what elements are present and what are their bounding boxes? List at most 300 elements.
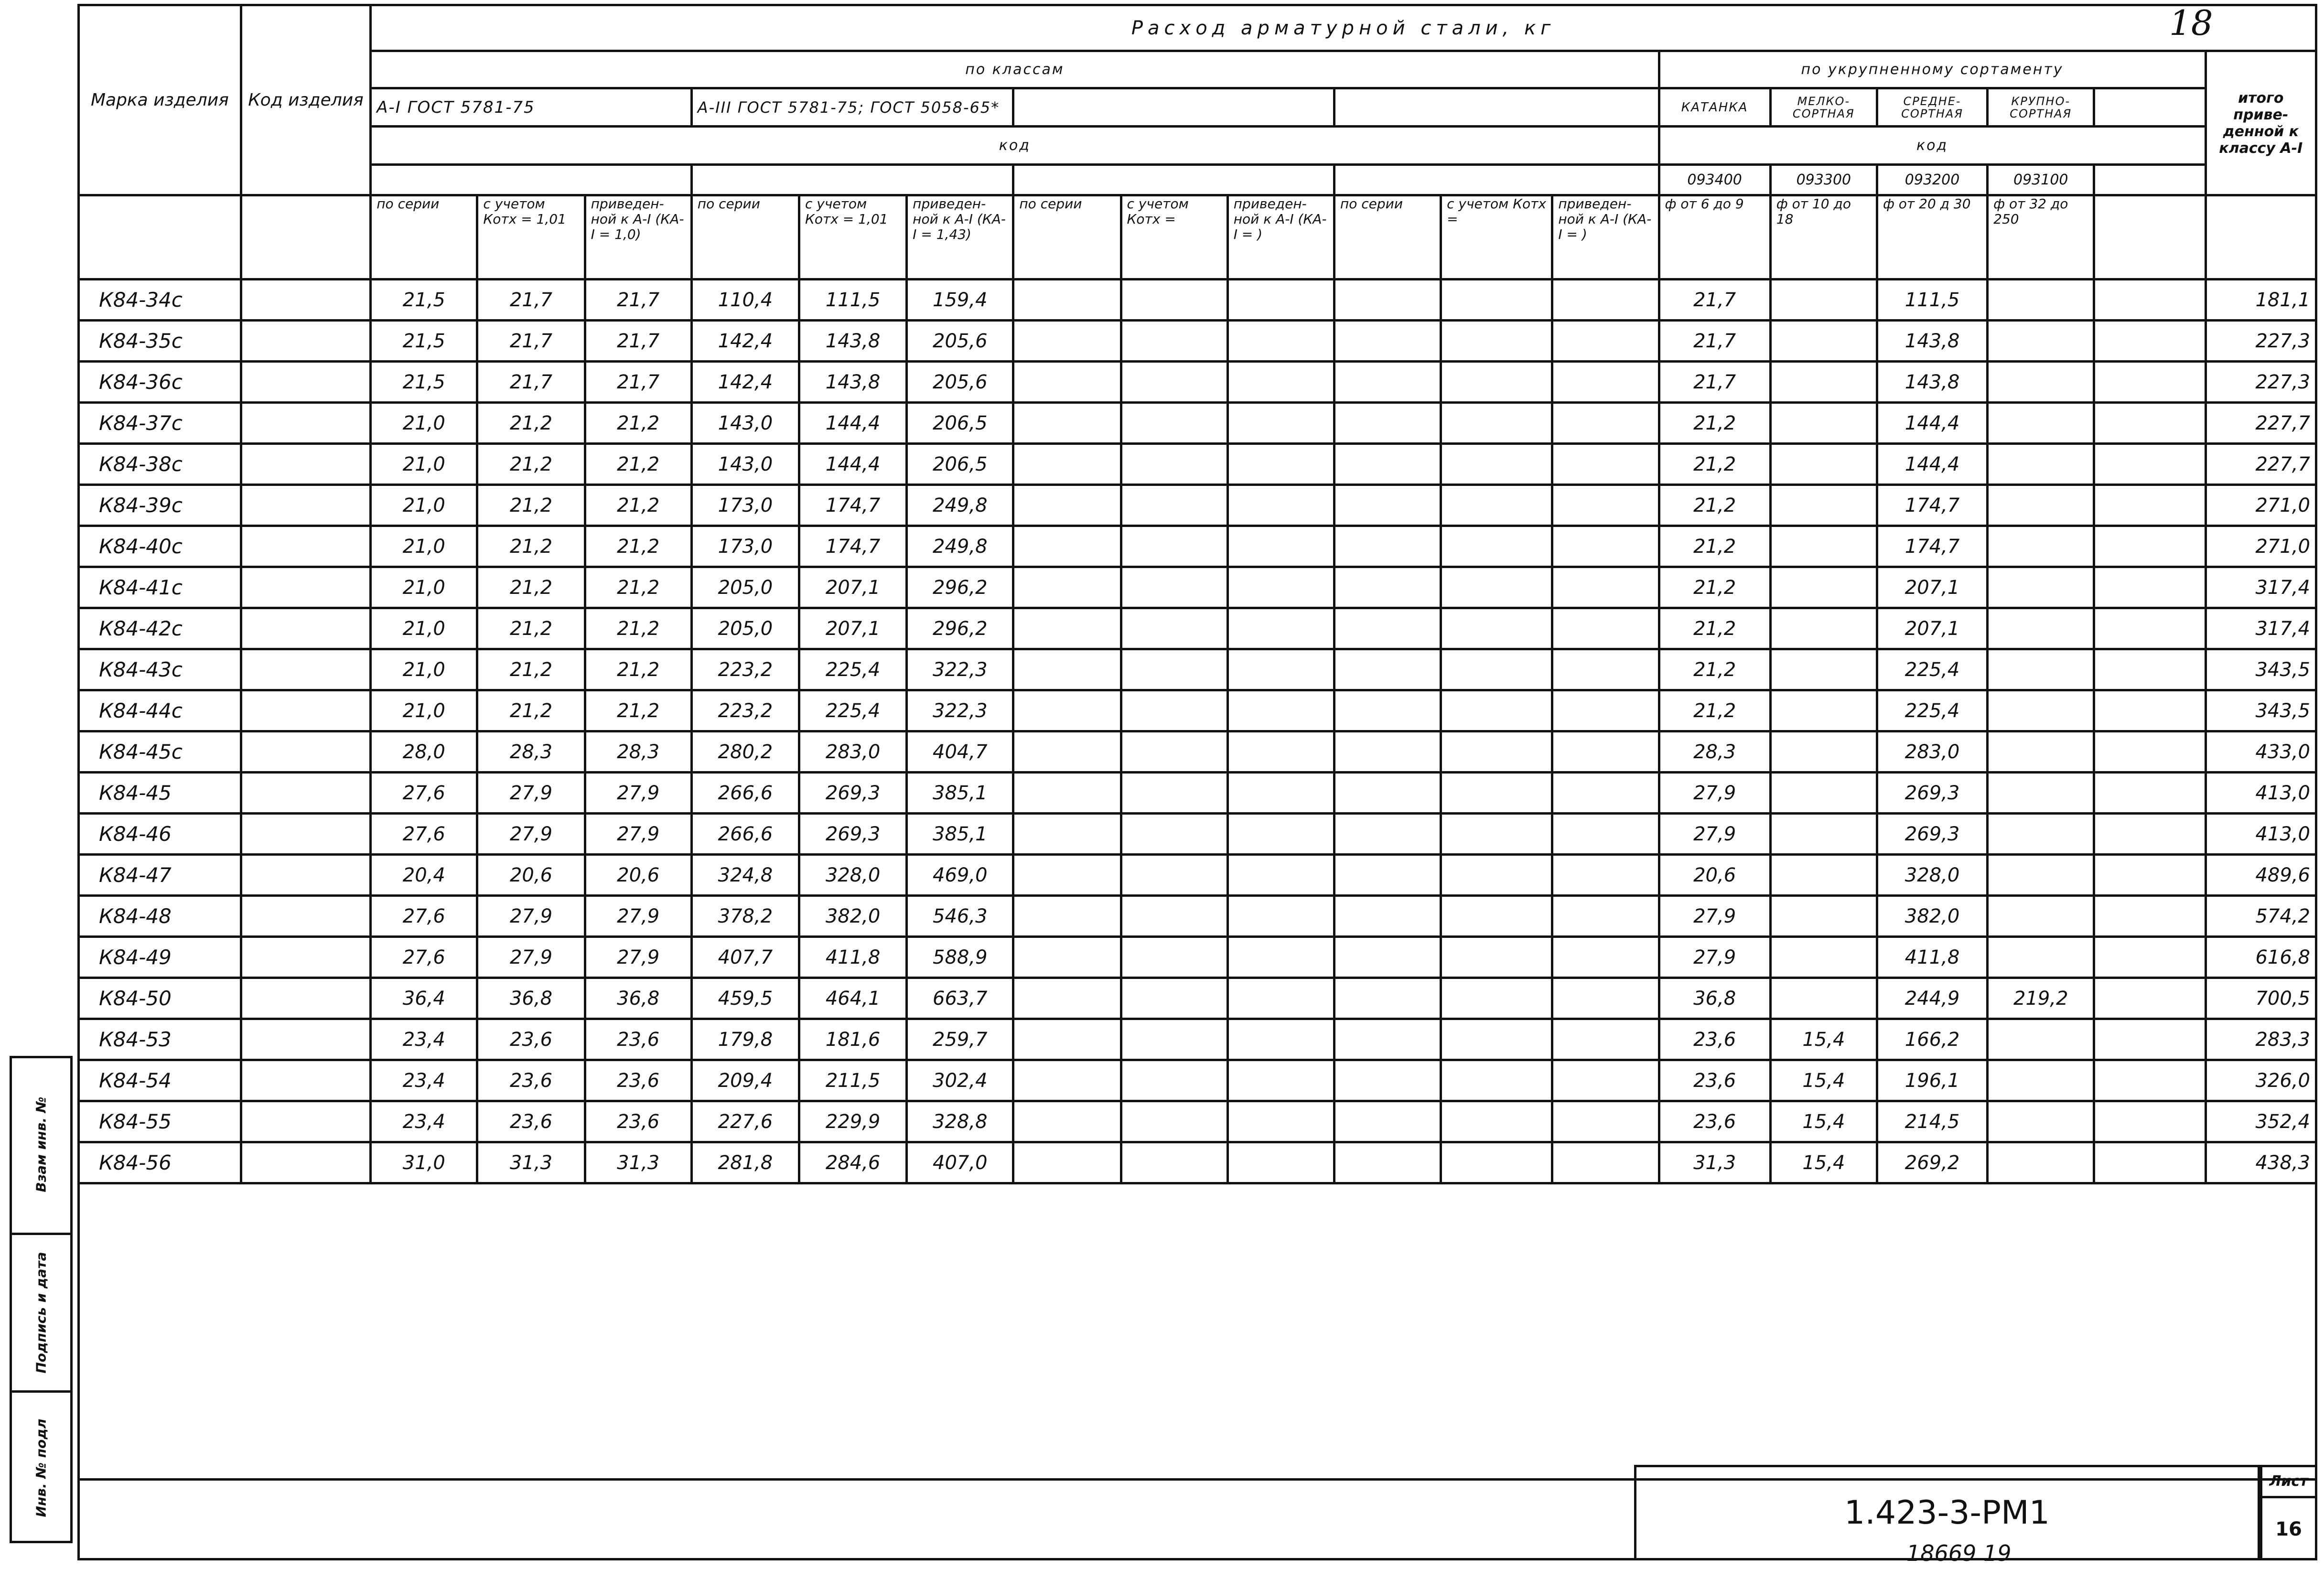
cell-empty <box>1121 526 1227 567</box>
cell-a3_p: 322,3 <box>907 690 1013 731</box>
table-row <box>79 896 2316 937</box>
cell-mark: К84-40с <box>79 526 241 567</box>
header-kod-empty-2 <box>1334 165 1659 195</box>
sub-phi-katanka: ф от 6 до 9 <box>1659 195 1770 279</box>
cell-empty <box>1552 567 1659 608</box>
cell-empty <box>1334 814 1441 855</box>
cell-sre: 225,4 <box>1877 690 1987 731</box>
cell-kat: 23,6 <box>1659 1060 1770 1101</box>
cell-empty <box>1334 444 1441 485</box>
cell-a3_s: 223,2 <box>691 690 799 731</box>
cell-a1_k: 21,2 <box>477 444 585 485</box>
cell-empty <box>1013 978 1121 1019</box>
cell-empty <box>1552 937 1659 978</box>
code-melko: 093300 <box>1770 165 1877 195</box>
cell-empty <box>1121 731 1227 773</box>
cell-mel <box>1770 978 1877 1019</box>
header-kod-a3 <box>691 165 1013 195</box>
cell-a1_p: 21,2 <box>585 444 691 485</box>
header-consumption-title: Расход арматурной стали, кг <box>371 5 2316 51</box>
cell-empty <box>1441 444 1552 485</box>
sub-c4-po-serii: по серии <box>1334 195 1441 279</box>
cell-empty <box>1013 731 1121 773</box>
cell-empty <box>1121 649 1227 690</box>
cell-empty <box>1552 731 1659 773</box>
cell-empty <box>241 403 370 444</box>
cell-a1_k: 21,2 <box>477 526 585 567</box>
cell-empty <box>1441 896 1552 937</box>
cell-a1_p: 20,6 <box>585 855 691 896</box>
cell-mark: К84-53 <box>79 1019 241 1060</box>
cell-empty <box>1552 1060 1659 1101</box>
cell-a1_s: 21,5 <box>371 362 477 403</box>
cell-a3_k: 207,1 <box>799 608 906 649</box>
cell-empty <box>241 362 370 403</box>
cell-empty <box>1121 896 1227 937</box>
cell-a3_k: 225,4 <box>799 690 906 731</box>
cell-a1_s: 21,0 <box>371 526 477 567</box>
cell-tot: 616,8 <box>2206 937 2316 978</box>
cell-a3_p: 469,0 <box>907 855 1013 896</box>
cell-empty <box>1552 485 1659 526</box>
cell-empty <box>1441 1060 1552 1101</box>
cell-empty <box>1121 608 1227 649</box>
cell-kat: 21,7 <box>1659 362 1770 403</box>
cell-empty <box>1227 526 1334 567</box>
cell-empty <box>1013 444 1121 485</box>
cell-empty <box>1334 649 1441 690</box>
cell-kru <box>1988 1142 2094 1183</box>
cell-empty <box>241 526 370 567</box>
cell-kru <box>1988 403 2094 444</box>
cell-a1_p: 21,7 <box>585 362 691 403</box>
cell-empty <box>1227 321 1334 362</box>
table-row <box>79 937 2316 978</box>
cell-a1_s: 21,0 <box>371 485 477 526</box>
cell-empty <box>1013 1060 1121 1101</box>
cell-a3_p: 206,5 <box>907 444 1013 485</box>
page-number: 18 <box>2169 3 2213 43</box>
cell-mel <box>1770 321 1877 362</box>
code-katanka: 093400 <box>1659 165 1770 195</box>
cell-sre: 144,4 <box>1877 403 1987 444</box>
cell-tot: 227,3 <box>2206 362 2316 403</box>
table-row <box>79 403 2316 444</box>
cell-mark: К84-42с <box>79 608 241 649</box>
cell-tot: 343,5 <box>2206 649 2316 690</box>
cell-empty <box>2094 1060 2206 1101</box>
cell-mark: К84-47 <box>79 855 241 896</box>
cell-empty <box>241 608 370 649</box>
cell-mel <box>1770 526 1877 567</box>
cell-empty <box>1441 567 1552 608</box>
cell-mark: К84-46 <box>79 814 241 855</box>
cell-mark: К84-45 <box>79 773 241 814</box>
cell-tot: 700,5 <box>2206 978 2316 1019</box>
cell-a3_p: 206,5 <box>907 403 1013 444</box>
cell-empty <box>1013 1101 1121 1142</box>
cell-empty <box>1121 444 1227 485</box>
cell-empty <box>1013 362 1121 403</box>
cell-empty <box>1334 731 1441 773</box>
cell-empty <box>1441 978 1552 1019</box>
cell-empty <box>1441 321 1552 362</box>
cell-mel <box>1770 403 1877 444</box>
cell-kat: 36,8 <box>1659 978 1770 1019</box>
table-row <box>79 608 2316 649</box>
cell-a1_p: 27,9 <box>585 814 691 855</box>
cell-empty <box>1334 1060 1441 1101</box>
cell-a1_k: 21,2 <box>477 567 585 608</box>
stamp-inv-label: Инв. № подл <box>33 1419 49 1517</box>
cell-a3_s: 143,0 <box>691 444 799 485</box>
header-katanka: КАТАНКА <box>1659 88 1770 127</box>
cell-a1_s: 36,4 <box>371 978 477 1019</box>
cell-a3_k: 144,4 <box>799 403 906 444</box>
cell-empty <box>1227 690 1334 731</box>
cell-a1_k: 27,9 <box>477 896 585 937</box>
cell-empty <box>2094 649 2206 690</box>
cell-empty <box>1441 279 1552 321</box>
cell-tot: 283,3 <box>2206 1019 2316 1060</box>
cell-empty <box>1552 690 1659 731</box>
cell-a3_k: 144,4 <box>799 444 906 485</box>
cell-empty <box>1334 855 1441 896</box>
header-sredne: СРЕДНЕ- СОРТНАЯ <box>1877 88 1987 127</box>
cell-a1_s: 21,0 <box>371 690 477 731</box>
cell-kru <box>1988 1019 2094 1060</box>
cell-empty <box>2094 1101 2206 1142</box>
cell-empty <box>1441 731 1552 773</box>
cell-a3_k: 181,6 <box>799 1019 906 1060</box>
sub-c3-privedennoy: приведен- ной к А-I (КА-I = ) <box>1227 195 1334 279</box>
cell-sre: 269,2 <box>1877 1142 1987 1183</box>
header-class-a3: А-III ГОСТ 5781-75; ГОСТ 5058-65* <box>691 88 1013 127</box>
cell-a1_k: 21,7 <box>477 362 585 403</box>
cell-empty <box>1121 1019 1227 1060</box>
table-row <box>79 321 2316 362</box>
cell-empty <box>1227 279 1334 321</box>
cell-kat: 21,7 <box>1659 321 1770 362</box>
cell-empty <box>1552 279 1659 321</box>
header-blank-mark <box>79 195 241 279</box>
header-kod-classes: код <box>371 127 1659 165</box>
cell-kru <box>1988 937 2094 978</box>
cell-kru <box>1988 1101 2094 1142</box>
cell-a1_k: 27,9 <box>477 937 585 978</box>
cell-mark: К84-54 <box>79 1060 241 1101</box>
cell-kat: 21,2 <box>1659 444 1770 485</box>
cell-empty <box>1552 773 1659 814</box>
cell-empty <box>1441 485 1552 526</box>
cell-tot: 433,0 <box>2206 731 2316 773</box>
cell-empty <box>1013 279 1121 321</box>
cell-a3_p: 322,3 <box>907 649 1013 690</box>
cell-empty <box>1441 526 1552 567</box>
sub-a1-privedennoy: приведен- ной к А-I (КА-I = 1,0) <box>585 195 691 279</box>
cell-empty <box>1441 1019 1552 1060</box>
sub-c4-s-uchetom: с учетом Котх = <box>1441 195 1552 279</box>
cell-tot: 438,3 <box>2206 1142 2316 1183</box>
cell-empty <box>1441 937 1552 978</box>
cell-mel: 15,4 <box>1770 1060 1877 1101</box>
cell-a1_s: 27,6 <box>371 814 477 855</box>
cell-empty <box>1552 1142 1659 1183</box>
cell-tot: 489,6 <box>2206 855 2316 896</box>
cell-a3_k: 143,8 <box>799 362 906 403</box>
cell-sre: 269,3 <box>1877 814 1987 855</box>
cell-empty <box>1441 1142 1552 1183</box>
header-melko: МЕЛКО- СОРТНАЯ <box>1770 88 1877 127</box>
cell-empty <box>2094 978 2206 1019</box>
cell-empty <box>1334 1142 1441 1183</box>
cell-a3_p: 385,1 <box>907 814 1013 855</box>
cell-a3_k: 229,9 <box>799 1101 906 1142</box>
cell-sre: 207,1 <box>1877 608 1987 649</box>
cell-a1_s: 31,0 <box>371 1142 477 1183</box>
rebar-consumption-table <box>77 4 2317 1481</box>
cell-mark: К84-55 <box>79 1101 241 1142</box>
cell-empty <box>1121 937 1227 978</box>
cell-empty <box>1013 773 1121 814</box>
cell-sre: 143,8 <box>1877 321 1987 362</box>
table-row <box>79 649 2316 690</box>
table-row <box>79 362 2316 403</box>
cell-empty <box>1334 279 1441 321</box>
cell-a1_s: 21,0 <box>371 567 477 608</box>
table-row <box>79 731 2316 773</box>
cell-kat: 27,9 <box>1659 896 1770 937</box>
cell-kat: 28,3 <box>1659 731 1770 773</box>
cell-mel <box>1770 444 1877 485</box>
cell-a1_p: 31,3 <box>585 1142 691 1183</box>
cell-kru <box>1988 321 2094 362</box>
cell-mel <box>1770 731 1877 773</box>
cell-tot: 271,0 <box>2206 485 2316 526</box>
cell-a3_s: 143,0 <box>691 403 799 444</box>
cell-kru <box>1988 608 2094 649</box>
cell-sre: 283,0 <box>1877 731 1987 773</box>
header-total: итого приве- денной к классу А-I <box>2206 51 2316 195</box>
cell-sre: 382,0 <box>1877 896 1987 937</box>
cell-empty <box>1227 978 1334 1019</box>
cell-sre: 144,4 <box>1877 444 1987 485</box>
cell-a1_k: 21,2 <box>477 485 585 526</box>
cell-mel <box>1770 814 1877 855</box>
cell-empty <box>2094 1019 2206 1060</box>
title-block-code: 1.423-3-РМ1 <box>1634 1465 2260 1560</box>
cell-empty <box>241 978 370 1019</box>
cell-a3_s: 205,0 <box>691 567 799 608</box>
cell-a1_k: 21,2 <box>477 608 585 649</box>
cell-a3_k: 174,7 <box>799 526 906 567</box>
cell-empty <box>1552 321 1659 362</box>
cell-empty <box>1334 362 1441 403</box>
sub-a3-privedennoy: приведен- ной к А-I (КА-I = 1,43) <box>907 195 1013 279</box>
cell-empty <box>1441 608 1552 649</box>
cell-a1_k: 27,9 <box>477 773 585 814</box>
header-kod-empty-1 <box>1013 165 1334 195</box>
cell-tot: 227,3 <box>2206 321 2316 362</box>
cell-mark: К84-45с <box>79 731 241 773</box>
cell-a1_k: 20,6 <box>477 855 585 896</box>
cell-empty <box>1013 814 1121 855</box>
cell-empty <box>1227 1060 1334 1101</box>
cell-tot: 271,0 <box>2206 526 2316 567</box>
blank-cell <box>79 1183 2316 1480</box>
cell-kru <box>1988 896 2094 937</box>
cell-mark: К84-38с <box>79 444 241 485</box>
cell-sre: 214,5 <box>1877 1101 1987 1142</box>
cell-tot: 574,2 <box>2206 896 2316 937</box>
header-class-a1: А-I ГОСТ 5781-75 <box>371 88 692 127</box>
cell-a3_s: 459,5 <box>691 978 799 1019</box>
cell-a3_s: 378,2 <box>691 896 799 937</box>
cell-a1_p: 21,2 <box>585 567 691 608</box>
cell-a1_p: 21,7 <box>585 321 691 362</box>
cell-empty <box>2094 403 2206 444</box>
sub-a3-s-uchetom: с учетом Котх = 1,01 <box>799 195 906 279</box>
cell-empty <box>1013 485 1121 526</box>
cell-kru: 219,2 <box>1988 978 2094 1019</box>
cell-a1_s: 21,0 <box>371 608 477 649</box>
cell-a3_s: 142,4 <box>691 321 799 362</box>
cell-empty <box>241 1142 370 1183</box>
cell-empty <box>2094 731 2206 773</box>
cell-mark: К84-44с <box>79 690 241 731</box>
cell-kat: 21,2 <box>1659 485 1770 526</box>
cell-kru <box>1988 690 2094 731</box>
cell-a1_p: 27,9 <box>585 773 691 814</box>
cell-a1_p: 23,6 <box>585 1019 691 1060</box>
cell-a1_s: 21,5 <box>371 321 477 362</box>
cell-a3_p: 407,0 <box>907 1142 1013 1183</box>
cell-a1_p: 21,2 <box>585 608 691 649</box>
cell-a1_k: 21,2 <box>477 403 585 444</box>
cell-empty <box>1121 690 1227 731</box>
cell-kru <box>1988 444 2094 485</box>
cell-kru <box>1988 279 2094 321</box>
header-code: Код изделия <box>241 5 370 195</box>
cell-empty <box>1334 567 1441 608</box>
header-class-empty-1 <box>1013 88 1334 127</box>
cell-a1_p: 23,6 <box>585 1060 691 1101</box>
sub-phi-melko: ф от 10 до 18 <box>1770 195 1877 279</box>
cell-a3_k: 211,5 <box>799 1060 906 1101</box>
cell-a3_s: 280,2 <box>691 731 799 773</box>
cell-empty <box>1227 855 1334 896</box>
cell-a3_k: 225,4 <box>799 649 906 690</box>
table-row <box>79 1019 2316 1060</box>
cell-empty <box>1441 649 1552 690</box>
cell-mark: К84-35с <box>79 321 241 362</box>
cell-empty <box>1441 690 1552 731</box>
cell-sre: 174,7 <box>1877 526 1987 567</box>
cell-empty <box>241 321 370 362</box>
cell-empty <box>1441 855 1552 896</box>
table-body <box>79 279 2316 1480</box>
cell-empty <box>1013 403 1121 444</box>
cell-a3_p: 404,7 <box>907 731 1013 773</box>
cell-a3_p: 205,6 <box>907 362 1013 403</box>
cell-mark: К84-34с <box>79 279 241 321</box>
cell-mark: К84-43с <box>79 649 241 690</box>
cell-a3_s: 142,4 <box>691 362 799 403</box>
cell-empty <box>1227 649 1334 690</box>
sub-phi-empty <box>2094 195 2206 279</box>
cell-a1_s: 28,0 <box>371 731 477 773</box>
cell-a3_s: 110,4 <box>691 279 799 321</box>
cell-a3_s: 266,6 <box>691 773 799 814</box>
table-row <box>79 814 2316 855</box>
cell-mel: 15,4 <box>1770 1142 1877 1183</box>
cell-empty <box>241 937 370 978</box>
cell-kru <box>1988 855 2094 896</box>
cell-mel <box>1770 279 1877 321</box>
cell-a3_s: 173,0 <box>691 526 799 567</box>
cell-a1_k: 21,7 <box>477 321 585 362</box>
cell-empty <box>1334 485 1441 526</box>
cell-empty <box>1334 1019 1441 1060</box>
cell-a1_p: 21,2 <box>585 403 691 444</box>
cell-empty <box>2094 567 2206 608</box>
cell-empty <box>1227 567 1334 608</box>
cell-tot: 317,4 <box>2206 608 2316 649</box>
cell-kat: 23,6 <box>1659 1019 1770 1060</box>
table-row <box>79 279 2316 321</box>
cell-empty <box>1334 321 1441 362</box>
table-row <box>79 526 2316 567</box>
cell-empty <box>241 773 370 814</box>
header-assort-empty <box>2094 88 2206 127</box>
cell-a1_p: 27,9 <box>585 896 691 937</box>
cell-empty <box>1334 690 1441 731</box>
code-krupno: 093100 <box>1988 165 2094 195</box>
cell-empty <box>1227 731 1334 773</box>
cell-a3_k: 283,0 <box>799 731 906 773</box>
cell-a3_s: 173,0 <box>691 485 799 526</box>
cell-kru <box>1988 485 2094 526</box>
cell-empty <box>241 1101 370 1142</box>
cell-sre: 111,5 <box>1877 279 1987 321</box>
cell-a1_p: 21,2 <box>585 690 691 731</box>
cell-empty <box>1227 608 1334 649</box>
cell-a3_p: 385,1 <box>907 773 1013 814</box>
cell-a1_k: 36,8 <box>477 978 585 1019</box>
cell-empty <box>1441 773 1552 814</box>
cell-empty <box>1227 814 1334 855</box>
cell-empty <box>1013 608 1121 649</box>
side-stamp <box>10 1056 73 1543</box>
cell-empty <box>1013 896 1121 937</box>
code-empty <box>2094 165 2206 195</box>
cell-kru <box>1988 526 2094 567</box>
cell-empty <box>1227 1101 1334 1142</box>
cell-empty <box>241 690 370 731</box>
cell-empty <box>1552 1019 1659 1060</box>
cell-a1_k: 27,9 <box>477 814 585 855</box>
header-kod-assortment: код <box>1659 127 2206 165</box>
cell-empty <box>2094 526 2206 567</box>
cell-kat: 21,2 <box>1659 608 1770 649</box>
cell-a1_k: 28,3 <box>477 731 585 773</box>
cell-mel <box>1770 690 1877 731</box>
cell-kat: 27,9 <box>1659 937 1770 978</box>
table-row <box>79 773 2316 814</box>
cell-empty <box>241 444 370 485</box>
cell-mel <box>1770 567 1877 608</box>
cell-empty <box>1441 362 1552 403</box>
